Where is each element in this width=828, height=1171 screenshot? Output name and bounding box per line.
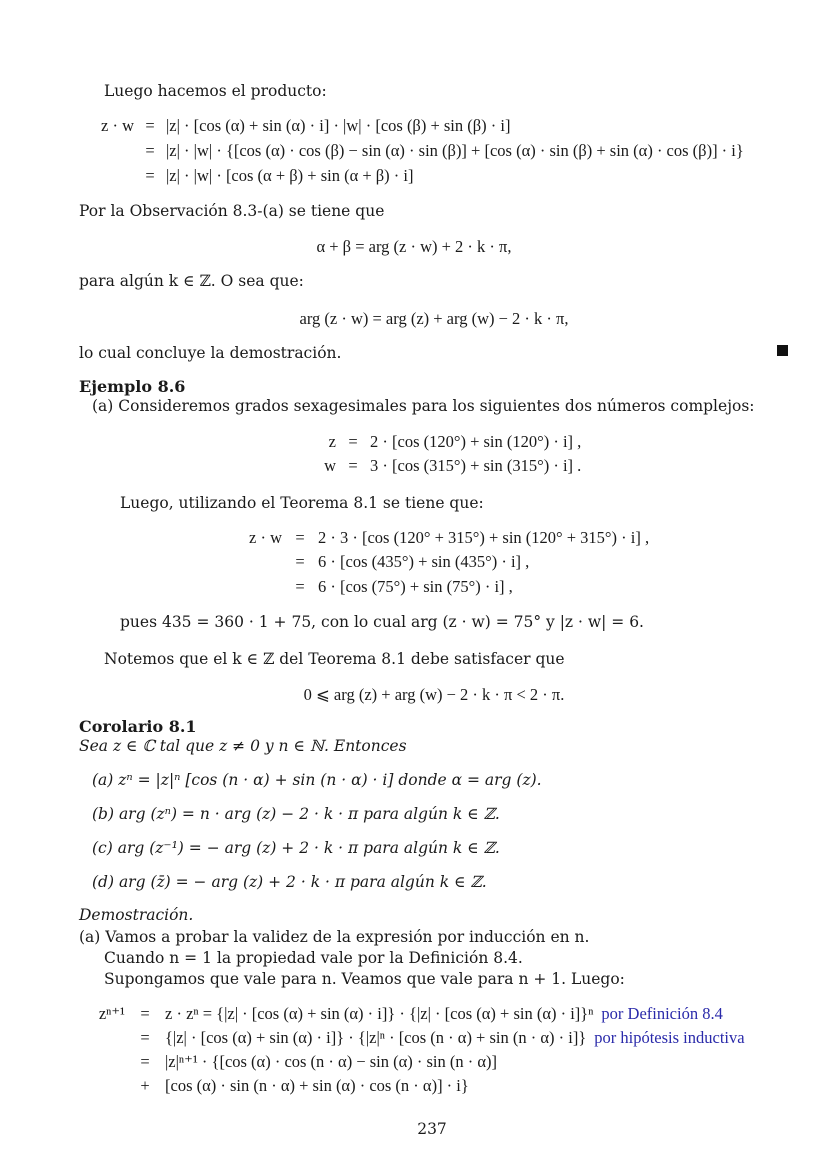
induction-line: + [cos (α) · sin (n · α) + sin (α) · cos (n · α)] · i} (140, 1076, 469, 1095)
theorem-text: Luego, utilizando el Teorema 8.1 se tiene que: (120, 494, 484, 512)
definition-rhs: 2 · [cos (120°) + sin (120°) · i] , (370, 432, 582, 451)
equation-line: z · w = |z| · [cos (α) + sin (α) · i] · |w| · [cos (β) + sin (β) · i] (98, 116, 510, 136)
equation-rhs: 2 · 3 · [cos (120° + 315°) + sin (120° + 315°) · i] , (318, 528, 650, 547)
page-number: 237 (417, 1120, 447, 1138)
definition-link[interactable]: por Definición 8.4 (601, 1004, 723, 1023)
demo-line: Supongamos que vale para n. Veamos que vale para n + 1. Luego: (104, 970, 625, 988)
induction-line: = |z|ⁿ⁺¹ · {[cos (α) · cos (n · α) − sin (α) · sin (n · α)] (140, 1052, 498, 1071)
equation-line: = 6 · [cos (75°) + sin (75°) · i] , (295, 577, 513, 596)
equation-line: = |z| · |w| · [cos (α + β) + sin (α + β) · i] (145, 166, 414, 185)
definition-lhs: w (324, 456, 336, 475)
observation-text: Por la Observación 8.3-(a) se tiene que (79, 202, 385, 220)
qed-square-icon (777, 345, 788, 356)
corollary-item: (b) arg (zⁿ) = n · arg (z) − 2 · k · π para algún k ∈ ℤ. (92, 805, 500, 823)
induction-expr: [cos (α) · sin (n · α) + sin (α) · cos (n · α)] · i} (165, 1076, 469, 1095)
equation-rhs: |z| · [cos (α) + sin (α) · i] · |w| · [cos (β) + sin (β) · i] (166, 116, 511, 135)
equation-rhs: |z| · |w| · [cos (α + β) + sin (α + β) · i] (166, 166, 414, 185)
definition-line: w = 3 · [cos (315°) + sin (315°) · i] . (306, 456, 581, 476)
corollary-item: (a) zⁿ = |z|ⁿ [cos (n · α) + sin (n · α) · i] donde α = arg (z). (92, 771, 542, 789)
induction-expr: |z|ⁿ⁺¹ · {[cos (α) · cos (n · α) − sin (α) · sin (n · α)] (165, 1052, 498, 1071)
equation-rhs: 6 · [cos (75°) + sin (75°) · i] , (318, 577, 513, 596)
para-algun-text: para algún k ∈ ℤ. O sea que: (79, 272, 304, 290)
corollary-statement: Sea z ∈ ℂ tal que z ≠ 0 y n ∈ ℕ. Entonces (79, 737, 407, 755)
example-item-a: (a) Consideremos grados sexagesimales para los siguientes dos números complejos: (92, 397, 755, 415)
equation-lhs: z · w (101, 116, 134, 135)
demo-line: Cuando n = 1 la propiedad vale por la Definición 8.4. (104, 949, 523, 967)
induction-expr: z · zⁿ = {|z| · [cos (α) + sin (α) · i]} · {|z| · [cos (α) + sin (α) · i]}ⁿ (165, 1004, 594, 1023)
corollary-title: Corolario 8.1 (79, 717, 197, 736)
equation-line: = |z| · |w| · {[cos (α) · cos (β) − sin (α) · sin (β)] + [cos (α) · sin (β) + sin (α) · cos (β)] · i} (145, 141, 744, 160)
notemos-text: Notemos que el k ∈ ℤ del Teorema 8.1 debe satisfacer que (104, 650, 565, 668)
example-title: Ejemplo 8.6 (79, 377, 186, 396)
definition-lhs: z (328, 432, 336, 451)
intro-text: Luego hacemos el producto: (104, 82, 327, 100)
hypothesis-link[interactable]: por hipótesis inductiva (594, 1028, 745, 1047)
definition-rhs: 3 · [cos (315°) + sin (315°) · i] . (370, 456, 582, 475)
corollary-item: (c) arg (z⁻¹) = − arg (z) + 2 · k · π para algún k ∈ ℤ. (92, 839, 500, 857)
corollary-item: (d) arg (z̄) = − arg (z) + 2 · k · π para algún k ∈ ℤ. (92, 873, 487, 891)
equation-arg-product: arg (z · w) = arg (z) + arg (w) − 2 · k · π, (299, 309, 569, 328)
demo-line: (a) Vamos a probar la validez de la expresión por inducción en n. (79, 928, 590, 946)
induction-line: zⁿ⁺¹ = z · zⁿ = {|z| · [cos (α) + sin (α) · i]} · {|z| · [cos (α) + sin (α) · i]}ⁿ por Definición 8.4 (93, 1004, 723, 1024)
conclude-text: lo cual concluye la demostración. (79, 344, 342, 362)
induction-expr: {|z| · [cos (α) + sin (α) · i]} · {|z|ⁿ · [cos (n · α) + sin (n · α) · i]} (165, 1028, 587, 1047)
equation-alpha-beta: α + β = arg (z · w) + 2 · k · π, (316, 237, 512, 256)
equation-line: z · w = 2 · 3 · [cos (120° + 315°) + sin (120° + 315°) · i] , (246, 528, 649, 548)
equation-rhs: 6 · [cos (435°) + sin (435°) · i] , (318, 552, 530, 571)
inequality-equation: 0 ⩽ arg (z) + arg (w) − 2 · k · π < 2 · π. (303, 685, 565, 704)
definition-line: z = 2 · [cos (120°) + sin (120°) · i] , (306, 432, 581, 452)
induction-lhs: zⁿ⁺¹ (98, 1004, 125, 1023)
equation-line: = 6 · [cos (435°) + sin (435°) · i] , (295, 552, 530, 571)
equation-lhs: z · w (249, 528, 282, 547)
pues-text: pues 435 = 360 · 1 + 75, con lo cual arg (z · w) = 75° y |z · w| = 6. (120, 613, 644, 631)
demo-title: Demostración. (79, 906, 194, 924)
induction-line: = {|z| · [cos (α) + sin (α) · i]} · {|z|ⁿ · [cos (n · α) + sin (n · α) · i]} por hipótesis inductiva (140, 1028, 745, 1047)
equation-rhs: |z| · |w| · {[cos (α) · cos (β) − sin (α) · sin (β)] + [cos (α) · sin (β) + sin (α) · cos (β)] · i} (166, 141, 744, 160)
